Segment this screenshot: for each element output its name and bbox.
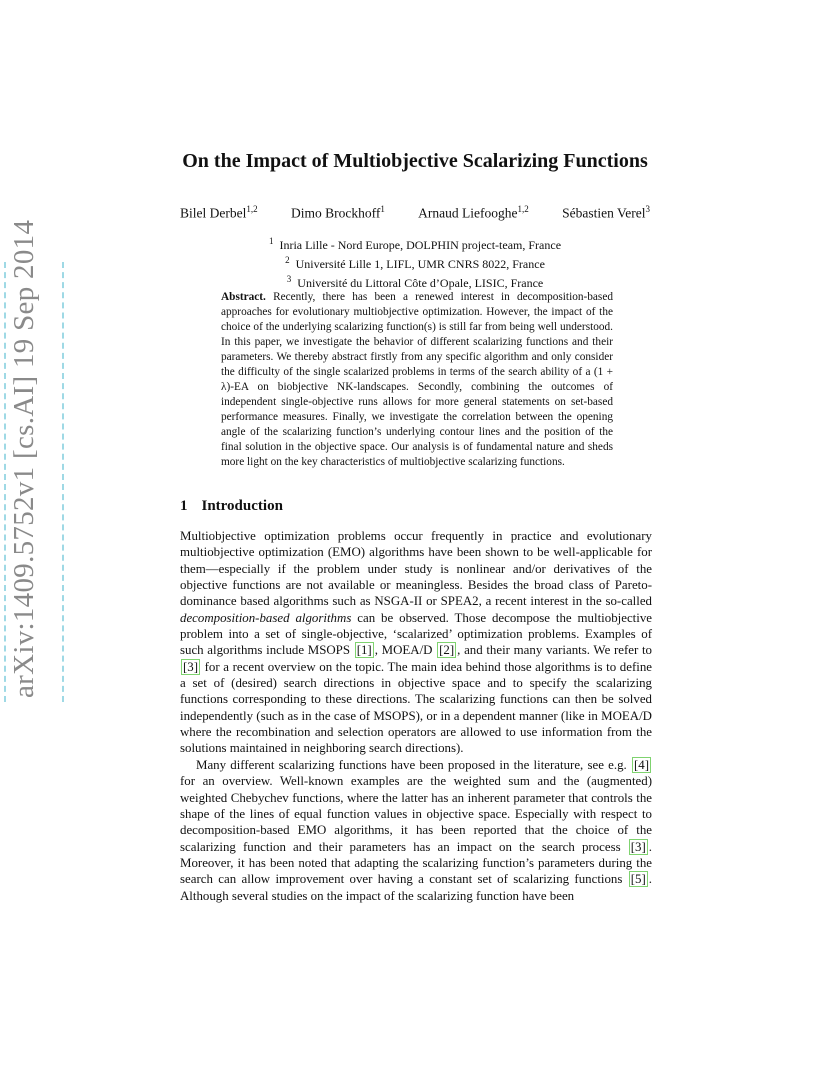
citation-link[interactable]: [3] — [630, 839, 646, 854]
paper-title: On the Impact of Multiobjective Scalarizing Functions — [182, 150, 648, 172]
affiliation: $^3$ Université du Littoral Côte d’Opale, LISIC, France — [286, 274, 544, 290]
paragraph: Multiobjective optimization problems occur frequently in practice and evolutionary multiobjective optimization (EMO) algorithms have been shown to be well-applicable for them—especially if the problem under study is nonlinear and/or derivatives of the objective functions are not available or meaningless. Besides the broad class of Pareto-dominance based algorithms such as NSGA-II or SPEA2, a recent interest in the so-called decomposition-based algorithms can be observed. Those decompose the multiobjective problem into a set of single-objective, ‘scalarized’ optimization problems. Examples of such algorithms include MSOPS [1] , MOEA/D [2] , and their many variants. We refer to [3] for a recent overview on the topic. The main idea behind those algorithms is to define a set of (desired) search directions in objective space and to specify the scalarizing functions corresponding to these directions. The scalarizing functions can then be solved independently (such as in the case of MSOPS), or in a dependent manner (like in MOEA/D where the recombination and selection operators are allowed to use information from the solutions maintained in neighboring search directions). — [180, 529, 652, 756]
author: Bilel Derbel$^{1,2}$ — [180, 204, 258, 221]
affiliations — [200, 234, 630, 291]
section-body — [180, 528, 652, 904]
affiliation: $^1$ Inria Lille - Nord Europe, DOLPHIN project-team, France — [268, 236, 562, 252]
affiliation: $^2$ Université Lille 1, LIFL, UMR CNRS 8022, France — [285, 255, 545, 271]
abstract-label: Abstract. — [221, 291, 266, 303]
citation-link[interactable]: [4] — [633, 757, 649, 772]
math-expression: (1 + λ) — [221, 366, 613, 393]
arxiv-identifier: arXiv:1409.5752v1 [cs.AI] 19 Sep 2014 — [8, 219, 40, 698]
section-heading — [180, 498, 283, 515]
author: Dimo Brockhoff$^1$ — [290, 204, 385, 221]
citation-link[interactable]: [2] — [439, 643, 455, 658]
author-list — [180, 204, 650, 222]
section-number: 1 — [180, 498, 188, 514]
citation-link[interactable]: [1] — [356, 643, 372, 658]
abstract: Abstract. Recently, there has been a renewed interest in decomposition-based approaches for evolutionary multiobjective optimization. However, the impact of the choice of the underlying scalarizing function(s) is still far from being well understood. In this paper, we investigate the behavior of different scalarizing functions and their parameters. We thereby abstract firstly from any specific algorithm and only consider the difficulty of the single scalarized problems in terms of the search ability of a (1 + λ)-EA on biobjective NK-landscapes. Secondly, combining the outcomes of independent single-objective runs allows for more general statements on set-based performance measures. Finally, we investigate the correlation between the opening angle of the scalarizing function’s underlying contour lines and the position of the final solution in the objective space. Our analysis is of fundamental nature and sheds more light on the key characteristics of multiobjective scalarizing functions. — [221, 291, 613, 468]
section-title: Introduction — [201, 498, 283, 514]
paragraph: Many different scalarizing functions have been proposed in the literature, see e.g. [4] for an overview. Well-known examples are the weighted sum and the (augmented) weighted Chebychev functions, where the latter has an inherent parameter that controls the shape of the lines of equal function values in objective space. Especially with respect to decomposition-based EMO algorithms, it has been reported that the choice of the scalarizing function and their parameters has an impact on the search process [3] . Moreover, it has been noted that adapting the scalarizing function’s parameters during the search can allow improvement over having a constant set of scalarizing functions [5] . Although several studies on the impact of the scalarizing function have been — [180, 757, 652, 903]
author: Arnaud Liefooghe$^{1,2}$ — [418, 204, 529, 221]
citation-link[interactable]: [3] — [183, 659, 199, 674]
citation-link[interactable]: [5] — [630, 872, 646, 887]
author: Sébastien Verel$^3$ — [562, 204, 650, 221]
